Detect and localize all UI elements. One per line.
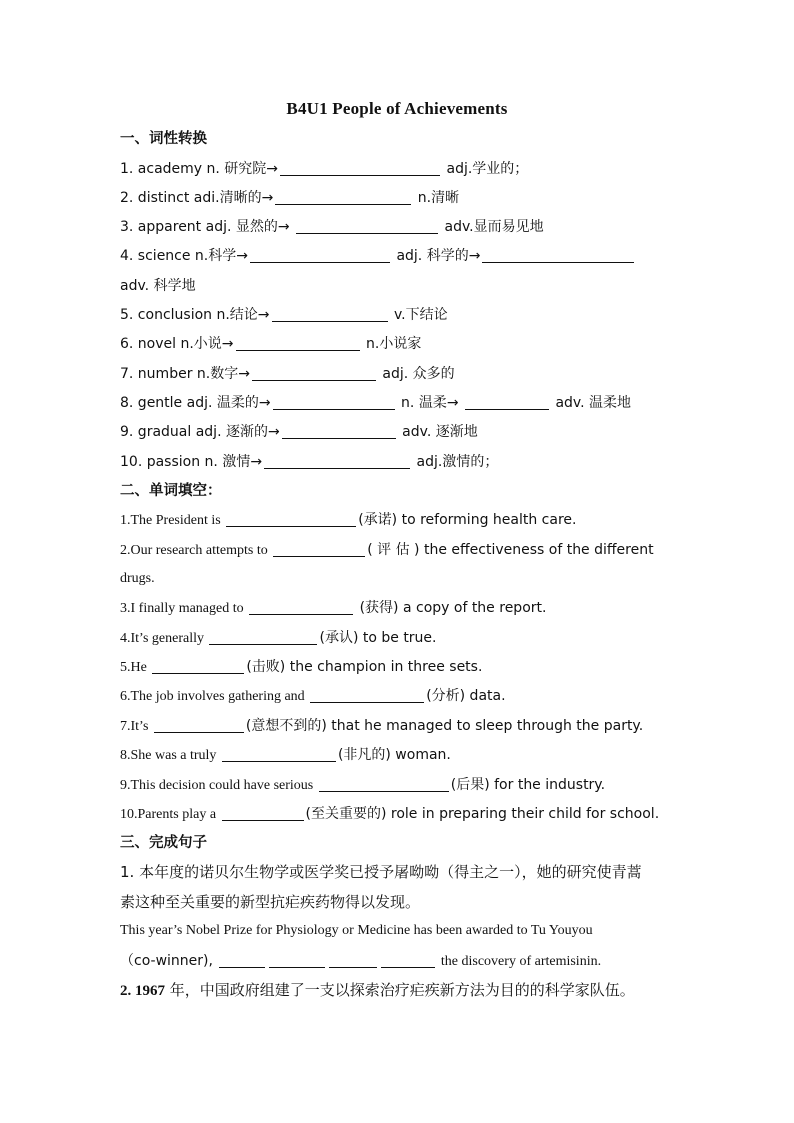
answer-blank[interactable] [329, 953, 377, 968]
fill-item-6 [120, 686, 680, 707]
item-text: adv. 逐渐地 [397, 424, 478, 440]
item-text: drugs. [120, 571, 155, 586]
word-item-2 [120, 188, 680, 209]
answer-blank[interactable] [280, 161, 440, 176]
item-text: (非凡的) woman. [337, 747, 451, 763]
word-item-5 [120, 305, 680, 326]
item-text: the discovery of artemisinin. [437, 954, 602, 969]
answer-blank[interactable] [272, 307, 388, 322]
word-item-9 [120, 422, 680, 443]
page-title: B4U1 People of Achievements [286, 99, 508, 118]
word-item-8 [120, 393, 680, 414]
item-text: 3.I finally managed to [120, 601, 248, 616]
item-text: 10.Parents play a [120, 807, 220, 822]
item-text: adj.激情的； [412, 454, 499, 470]
item-text: n.清晰 [413, 190, 460, 206]
item-text: adv.显而易见地 [440, 219, 544, 235]
item-text: (后果) for the industry. [450, 777, 606, 793]
item-text: 10. passion n. 激情→ [120, 454, 263, 470]
sentence1-english-line2 [120, 951, 680, 972]
word-item-3 [120, 217, 680, 238]
section3-heading: 三、完成句子 [120, 835, 207, 851]
answer-blank[interactable] [154, 718, 244, 733]
section2-heading: 二、单词填空： [120, 483, 222, 499]
fill-item-3 [120, 598, 680, 619]
item-text: adv. 科学地 [120, 278, 196, 294]
answer-blank[interactable] [250, 248, 390, 263]
answer-blank[interactable] [264, 454, 410, 469]
item-text: 5. conclusion n.结论→ [120, 307, 270, 323]
word-item-1 [120, 159, 680, 180]
answer-blank[interactable] [209, 630, 317, 645]
fill-item-9 [120, 775, 680, 796]
answer-blank[interactable] [222, 806, 304, 821]
item-text: 4. science n.科学→ [120, 248, 248, 264]
fill-item-2 [120, 540, 680, 561]
answer-blank[interactable] [236, 336, 360, 351]
answer-blank[interactable] [152, 659, 244, 674]
fill-item-7 [120, 716, 680, 737]
item-text: adj.学业的； [442, 161, 529, 177]
item-text: (获得) a copy of the report. [355, 600, 547, 616]
item-text: 9.This decision could have serious [120, 778, 317, 793]
section1-heading: 一、词性转换 [120, 131, 207, 147]
answer-blank[interactable] [310, 688, 424, 703]
answer-blank[interactable] [273, 542, 365, 557]
item-text: adj. 众多的 [377, 366, 455, 382]
answer-blank[interactable] [269, 953, 325, 968]
word-item-6 [120, 334, 680, 355]
item-text: 5.He [120, 660, 151, 675]
answer-blank[interactable] [249, 600, 353, 615]
item-text: adj. 科学的→ [392, 248, 481, 264]
item-text: 8. gentle adj. 温柔的→ [120, 395, 271, 411]
item-text: 8.She was a truly [120, 748, 220, 763]
sentence1-chinese-line1: 1. 本年度的诺贝尔生物学或医学奖已授予屠呦呦（得主之一），她的研究使青蒿 [120, 863, 642, 881]
item-text: ( 评 估 ) the effectiveness of the different [367, 542, 654, 558]
item-text: (至关重要的) role in preparing their child for school. [305, 806, 660, 822]
answer-blank[interactable] [482, 248, 634, 263]
item-text: 9. gradual adj. 逐渐的→ [120, 424, 280, 440]
word-item-10 [120, 452, 680, 473]
item-text: (分析) data. [426, 688, 506, 704]
item-text: (承诺) to reforming health care. [358, 512, 577, 528]
fill-item-10 [120, 804, 680, 825]
item-text: 6.The job involves gathering and [120, 689, 309, 704]
item-text: 3. apparent adj. 显然的→ [120, 219, 295, 235]
sentence1-chinese-line2: 素这种至关重要的新型抗疟疾药物得以发现。 [120, 893, 421, 911]
item-text: (承认) to be true. [319, 630, 437, 646]
answer-blank[interactable] [252, 366, 376, 381]
answer-blank[interactable] [273, 395, 395, 410]
fill-item-8 [120, 745, 680, 766]
answer-blank[interactable] [219, 953, 265, 968]
word-item-4 [120, 246, 680, 267]
fill-item-4 [120, 628, 680, 649]
answer-blank[interactable] [275, 190, 411, 205]
word-item-7 [120, 364, 680, 385]
item-text: 2. distinct adi.清晰的→ [120, 190, 274, 206]
item-text: (击败) the champion in three sets. [246, 659, 483, 675]
item-text: 年，中国政府组建了一支以探索治疗疟疾新方法为目的的科学家队伍。 [165, 981, 635, 999]
item-text: adv. 温柔地 [551, 395, 632, 411]
word-item-4-cont [120, 276, 680, 297]
item-text: 7.It’s [120, 719, 152, 734]
answer-blank[interactable] [381, 953, 435, 968]
item-text: 4.It’s generally [120, 631, 208, 646]
fill-item-1 [120, 510, 680, 531]
answer-blank[interactable] [226, 512, 356, 527]
answer-blank[interactable] [222, 747, 336, 762]
sentence-number: 2. 1967 [120, 983, 165, 999]
item-text: n.小说家 [361, 336, 422, 352]
item-text: 2.Our research attempts to [120, 543, 272, 558]
item-text: （co-winner), [120, 953, 218, 969]
item-text: 1. academy n. 研究院→ [120, 161, 279, 177]
item-text: 6. novel n.小说→ [120, 336, 234, 352]
sentence2-chinese [120, 980, 680, 1001]
item-text: (意想不到的) that he managed to sleep through the party. [245, 718, 644, 734]
answer-blank[interactable] [296, 219, 438, 234]
answer-blank[interactable] [282, 424, 396, 439]
fill-item-5 [120, 657, 680, 678]
fill-item-2-cont [120, 569, 680, 589]
item-text: 7. number n.数字→ [120, 366, 250, 382]
item-text: v.下结论 [389, 307, 448, 323]
answer-blank[interactable] [319, 777, 449, 792]
sentence1-english-line1: This year’s Nobel Prize for Physiology or Medicine has been awarded to Tu Youyou [120, 923, 593, 938]
answer-blank[interactable] [465, 395, 549, 410]
item-text: 1.The President is [120, 513, 225, 528]
item-text: n. 温柔→ [396, 395, 464, 411]
